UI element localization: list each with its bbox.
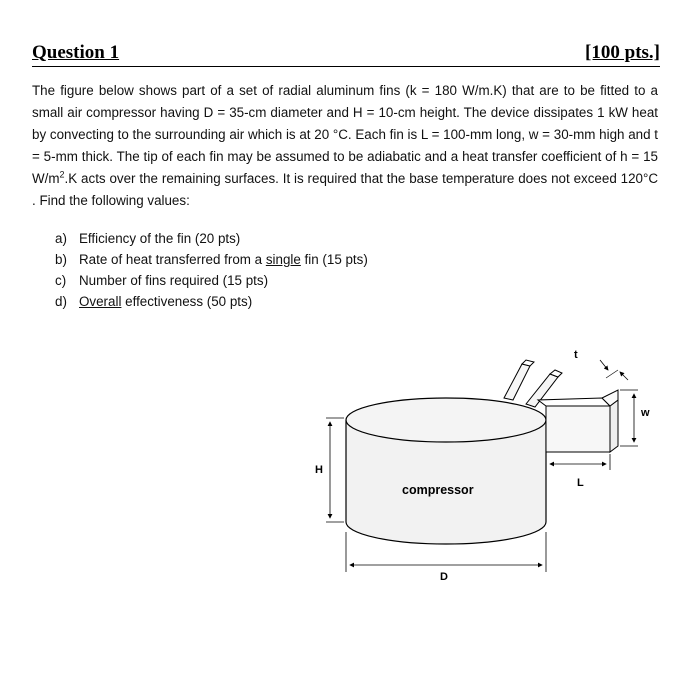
task-text-underlined: Overall xyxy=(79,294,122,309)
label-L: L xyxy=(577,477,584,489)
problem-text-part1: The figure below shows part of a set of radial aluminum fins (k = 180 W/m.K) that are to be fitted to a small air compressor having D = 35-cm diameter and H = 10-cm height. The device dissipates 1 kW heat by convecting to the surrounding air which is at 20 °C. Each fin is L = 100-mm long, w = 30-mm high and t = 5-mm thick. The tip of each fin may be assumed to be adiabatic and a heat transfer coefficient of h = 15 W/m xyxy=(32,83,658,186)
task-item xyxy=(55,291,515,312)
task-text xyxy=(79,249,368,270)
question-header xyxy=(32,36,660,67)
task-text-pre: Rate of heat transferred from a xyxy=(79,252,266,267)
fin-back xyxy=(504,360,534,400)
task-text xyxy=(79,228,240,249)
task-text-underlined: single xyxy=(265,252,301,267)
dimension-t xyxy=(600,360,628,380)
dimension-w xyxy=(620,390,638,446)
task-marker: b) xyxy=(55,252,67,267)
label-D: D xyxy=(440,571,448,583)
question-points: [100 pts.] xyxy=(585,42,660,63)
compressor-figure xyxy=(300,340,680,590)
task-text xyxy=(79,270,268,291)
task-text-post: fin (15 pts) xyxy=(300,252,368,267)
question-title: Question 1 xyxy=(32,42,120,63)
label-t: t xyxy=(574,349,578,361)
fin-front xyxy=(538,390,618,452)
label-w: w xyxy=(641,407,650,419)
problem-superscript: 2 xyxy=(59,169,65,180)
task-item xyxy=(55,249,515,270)
compressor-label: compressor xyxy=(402,483,474,497)
compressor-diagram xyxy=(300,340,680,590)
task-text-pre: Efficiency of the fin (20 pts) xyxy=(79,231,241,246)
task-item xyxy=(55,228,515,249)
problem-text-part2: .K acts over the remaining surfaces. It is required that the base temperature does not exceed 120°C . Find the following values: xyxy=(32,171,658,208)
problem-statement xyxy=(32,80,658,212)
task-marker: d) xyxy=(55,294,67,309)
label-H: H xyxy=(315,464,323,476)
task-text-pre: Number of fins required (15 pts) xyxy=(79,273,269,288)
dimension-H xyxy=(326,418,344,522)
dimension-L xyxy=(546,454,610,470)
task-text-post: effectiveness (50 pts) xyxy=(121,294,253,309)
task-text xyxy=(79,291,252,312)
task-item xyxy=(55,270,515,291)
compressor-body xyxy=(346,398,546,544)
task-marker: a) xyxy=(55,231,67,246)
task-list xyxy=(55,228,515,312)
task-marker: c) xyxy=(55,273,67,288)
